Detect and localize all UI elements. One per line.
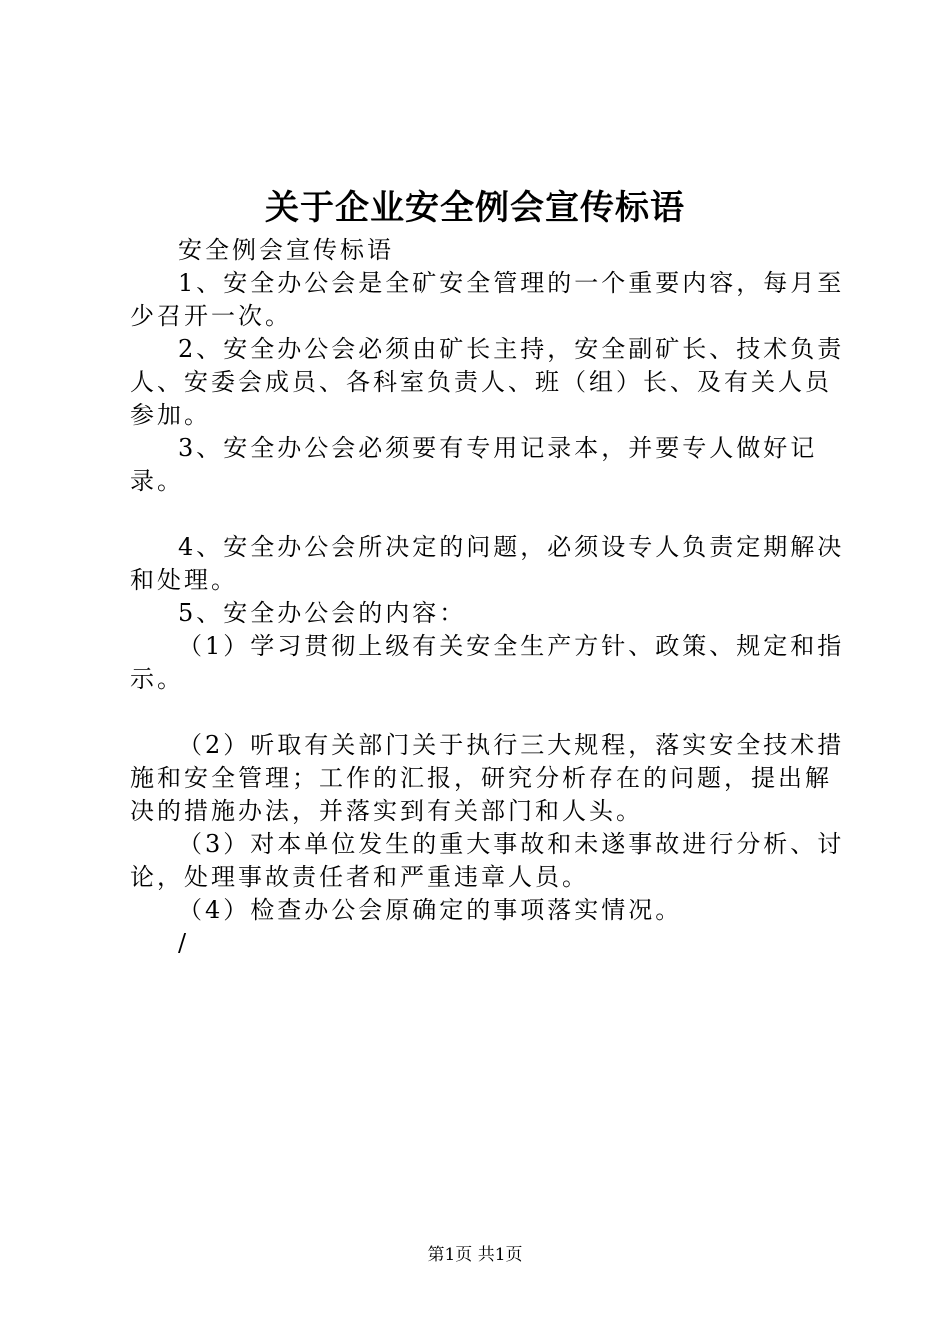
- paragraph-subitem-1: （1）学习贯彻上级有关安全生产方针、政策、规定和指示。: [130, 632, 845, 693]
- paragraph-subitem-2: （2）听取有关部门关于执行三大规程，落实安全技术措施和安全管理；工作的汇报，研究分析存在的问题，提出解决的措施办法，并落实到有关部门和人头。: [130, 731, 845, 825]
- subtitle-paragraph: 安全例会宣传标语: [178, 236, 394, 264]
- paragraph-item-1: 1、安全办公会是全矿安全管理的一个重要内容，每月至少召开一次。: [130, 269, 845, 330]
- paragraph-item-2: 2、安全办公会必须由矿长主持，安全副矿长、技术负责人、安委会成员、各科室负责人、班（组）长、及有关人员参加。: [130, 335, 845, 429]
- paragraph-subitem-4: （4）检查办公会原确定的事项落实情况。: [178, 896, 683, 924]
- paragraph-item-3: 3、安全办公会必须要有专用记录本，并要专人做好记录。: [130, 434, 818, 495]
- page-footer: 第1页 共1页: [427, 1245, 523, 1265]
- paragraph-item-4: 4、安全办公会所决定的问题，必须设专人负责定期解决和处理。: [130, 533, 845, 594]
- document-body: [130, 234, 852, 960]
- paragraph-subitem-3: （3）对本单位发生的重大事故和未遂事故进行分析、讨论，处理事故责任者和严重违章人员。: [130, 830, 845, 891]
- paragraph-item-5: 5、安全办公会的内容：: [178, 599, 467, 627]
- slash-mark: /: [178, 929, 190, 957]
- document-title: 关于企业安全例会宣传标语: [265, 188, 685, 228]
